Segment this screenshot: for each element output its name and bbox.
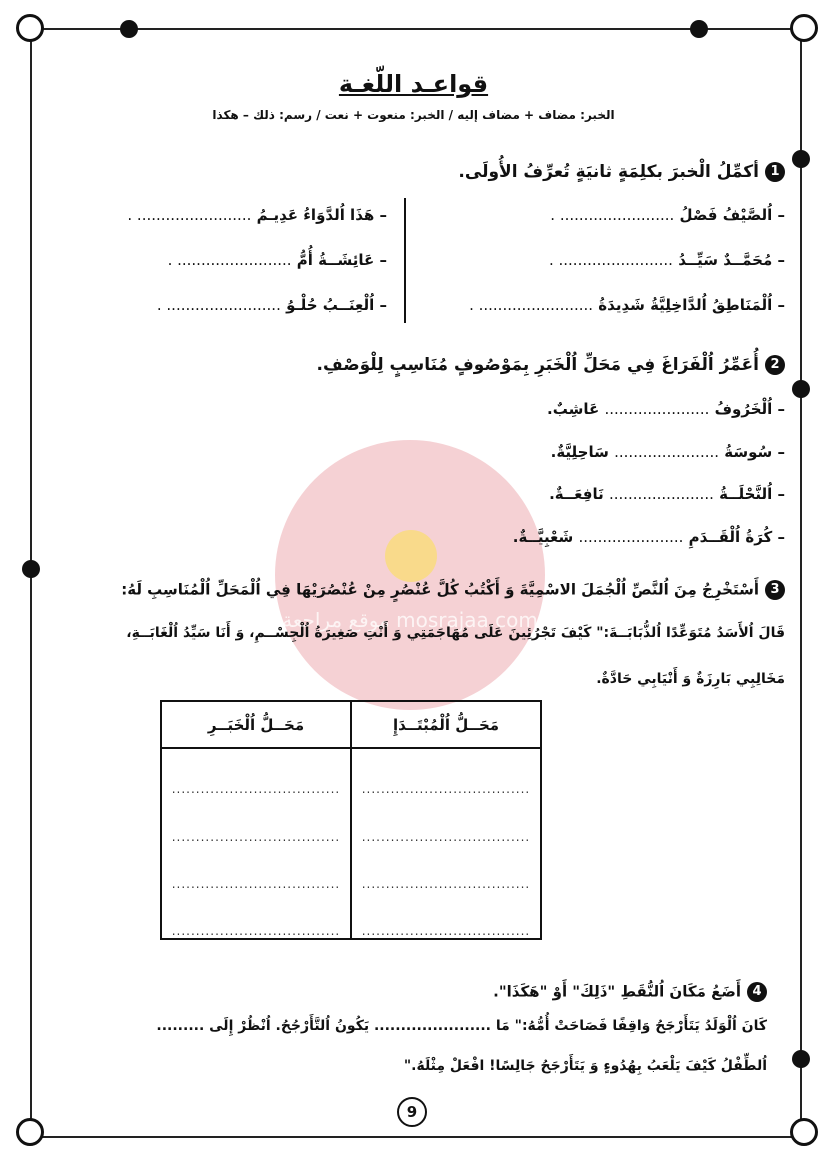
exercise-item: – اُلنَّحْلَــةُ ...................... نَافِعَــةٌ. — [549, 485, 785, 503]
answer-table — [160, 700, 542, 940]
exercise-item: – عَائِشَــةُ أُمُّ ........................ . — [167, 251, 387, 269]
question-text: أَسْتَخْرِجُ مِنَ اُلنَّصِّ اُلْجُمَلَ الاسْمِيَّةَ وَ أَكْتُبُ كُلَّ عُنْصُرٍ مِنْ عُنْصُرَيْهَا فِي اُلْمَحَلِّ اُلْمُنَاسِبِ لَهُ: — [121, 580, 759, 599]
answer-cell[interactable]: ................................... — [351, 844, 541, 891]
question-2-heading — [316, 355, 785, 375]
question-number-badge: 4 — [747, 982, 767, 1002]
exercise-item: – اُلْمَنَاطِقُ اُلدَّاخِلِيَّةُ شَدِيدَةُ ........................ . — [469, 296, 785, 314]
column-header-subject: مَحَــلُّ اُلْمُبْتَــدَإِ — [351, 701, 541, 748]
border-curl-ornament — [790, 1118, 818, 1146]
exercise-line: اُلطِّفْلُ كَيْفَ يَلْعَبُ بِهُدُوءٍ وَ يَتَأَرْجَحُ جَالِسًا! افْعَلْ مِثْلَهُ." — [403, 1058, 767, 1074]
page-title: قواعـد اللّغـة — [338, 70, 489, 98]
question-number-badge: 3 — [765, 580, 785, 600]
passage-line: مَخَالِبِي بَارِزَةٌ وَ أَنْيَابِي حَادَّةٌ. — [596, 671, 785, 687]
column-divider — [404, 198, 406, 323]
exercise-item: – سُوسَةُ ...................... سَاحِلِيَّةٌ. — [550, 443, 785, 461]
exercise-item: – اُلْعِنَــبُ حُلْـوُ ........................ . — [156, 296, 387, 314]
answer-cell[interactable]: ................................... — [351, 891, 541, 939]
question-number-badge: 1 — [765, 162, 785, 182]
question-4-heading — [493, 982, 767, 1002]
answer-cell[interactable]: ................................... — [161, 844, 351, 891]
border-curl-ornament — [120, 20, 138, 38]
question-number-badge: 2 — [765, 355, 785, 375]
border-curl-ornament — [16, 14, 44, 42]
exercise-item: – اُلْخَرُوفُ ...................... عَاشِبٌ. — [547, 400, 785, 418]
answer-cell[interactable]: ................................... — [351, 796, 541, 843]
column-header-predicate: مَحَــلُّ اُلْخَبَــرِ — [161, 701, 351, 748]
page-number: 9 — [397, 1097, 427, 1127]
border-curl-ornament — [690, 20, 708, 38]
question-3-heading — [121, 580, 785, 600]
answer-cell[interactable]: ................................... — [351, 748, 541, 796]
question-text: أَضَعُ مَكَانَ اُلنُّقَطِ "ذَلِكَ" أَوْ "هَكَذَا". — [493, 982, 741, 1001]
answer-cell[interactable]: ................................... — [161, 891, 351, 939]
exercise-item: – كُرَةُ اُلْقَــدَمِ ...................... شَعْبِيَّــةٌ. — [512, 528, 785, 546]
answer-cell[interactable]: ................................... — [161, 748, 351, 796]
passage-line: قَالَ اُلأَسَدُ مُتَوَعِّدًا اُلذُّبَابَــةَ:" كَيْفَ تَجْرُئِينَ عَلَى مُهَاجَمَتِي وَ أَنْتِ صَغِيرَةُ اُلْجِسْــمِ، وَ أَنَا سَيِّدُ اُلْغَابَــةِ، — [126, 625, 785, 641]
book-logo-icon — [385, 530, 437, 582]
question-1-heading — [458, 162, 785, 182]
question-text: أُعَمِّرُ اُلْفَرَاغَ فِي مَحَلِّ اُلْخَبَرِ بِمَوْصُوفٍ مُنَاسِبٍ لِلْوَصْفِ. — [316, 355, 759, 375]
exercise-item: – مُحَمَّــدٌ سَيِّــدُ ........................ . — [548, 251, 785, 269]
watermark-text: موقع مراجعة mosrajaa.com — [282, 608, 538, 632]
border-curl-ornament — [790, 14, 818, 42]
answer-cell[interactable]: ................................... — [161, 796, 351, 843]
exercise-item: – اُلصَّيْفُ فَصْلُ ........................ . — [550, 206, 785, 224]
border-curl-ornament — [22, 560, 40, 578]
border-curl-ornament — [16, 1118, 44, 1146]
border-curl-ornament — [792, 380, 810, 398]
exercise-item: – هَذَا اُلدَّوَاءُ عَدِيـمُ ........................ . — [127, 206, 387, 224]
exercise-line: كَانَ اُلْوَلَدُ يَتَأَرْجَحُ وَاقِفًا فَصَاحَتْ أُمُّهُ:" مَا ...................... يَكُونُ اُلتَّأَرْجُحُ. اُنْظُرْ إِلَى ......... — [156, 1018, 767, 1034]
border-curl-ornament — [792, 1050, 810, 1068]
lesson-subtitle: الخبر: مضاف + مضاف إليه / الخبر: منعوت + نعت / رسم: ذلك – هكذا — [212, 108, 615, 122]
border-curl-ornament — [792, 150, 810, 168]
question-text: أكمِّلُ الْخبرَ بكلِمَةٍ ثانيَةٍ تُعرِّفُ الأُولَى. — [458, 162, 759, 182]
